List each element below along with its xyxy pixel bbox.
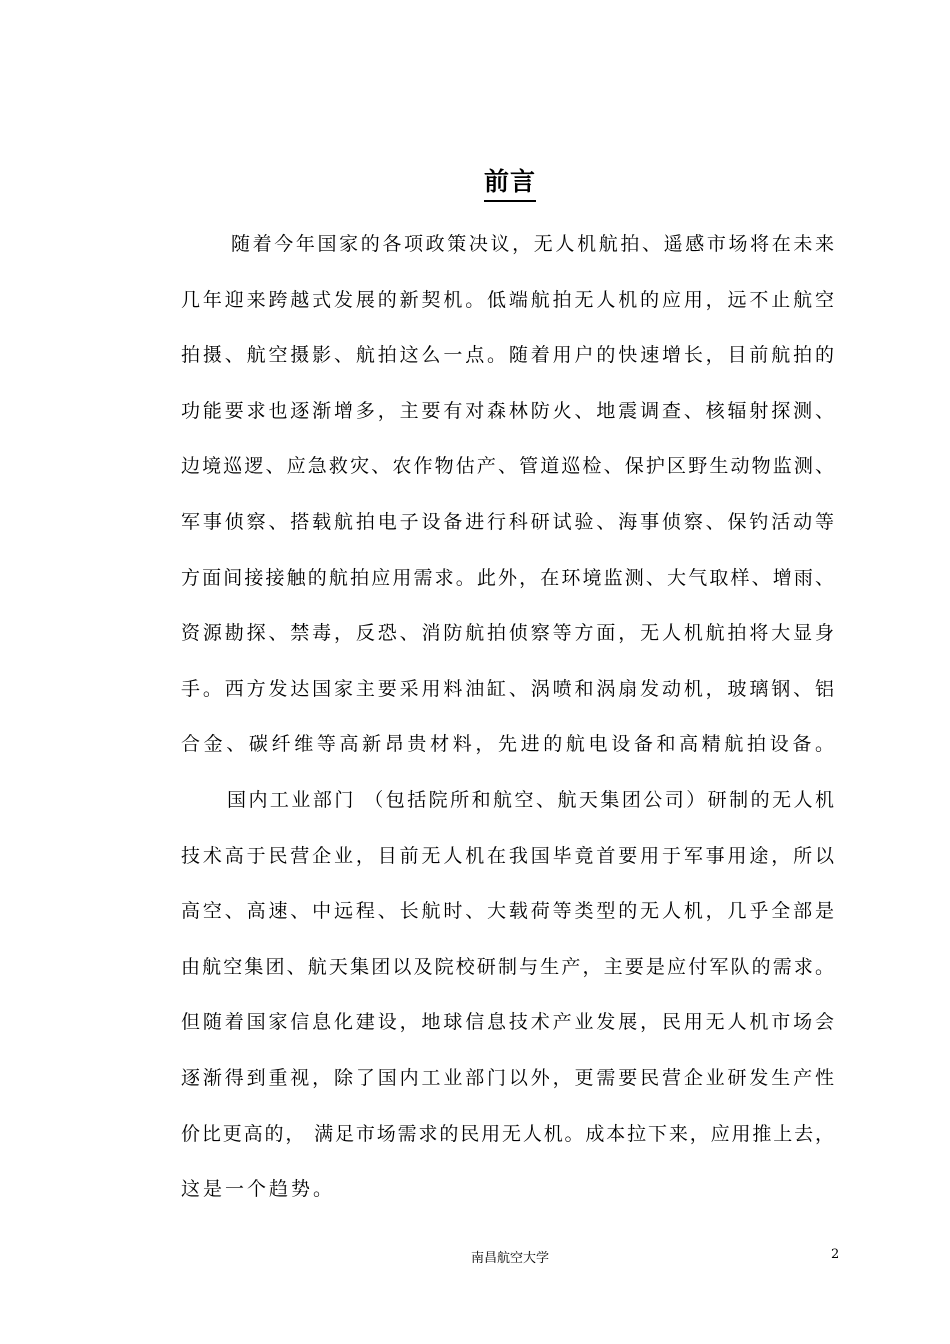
body-text	[181, 225, 834, 1226]
paragraph-1-line: 方面间接接触的航拍应用需求。此外，在环境监测、大气取样、增雨、	[181, 566, 834, 589]
paragraph-1-line: 几年迎来跨越式发展的新契机。低端航拍无人机的应用，远不止航空	[181, 288, 834, 311]
paragraph-1-line: 合金、碳纤维等高新昂贵材料，先进的航电设备和高精航拍设备。	[181, 733, 834, 756]
page-title-text: 前言	[484, 166, 536, 202]
paragraph-1-line: 功能要求也逐渐增多，主要有对森林防火、地震调查、核辐射探测、	[181, 399, 834, 422]
page-title	[0, 166, 950, 202]
paragraph-1-line: 手。西方发达国家主要采用料油缸、涡喷和涡扇发动机，玻璃钢、铝	[181, 677, 834, 700]
paragraph-2-line: 高空、高速、中远程、长航时、大载荷等类型的无人机，几乎全部是	[181, 900, 834, 923]
footer-school-name: 南昌航空大学	[470, 1251, 549, 1266]
page-number: 2	[831, 1247, 840, 1262]
paragraph-2-line: 但随着国家信息化建设，地球信息技术产业发展，民用无人机市场会	[181, 1011, 834, 1034]
paragraph-1-line: 军事侦察、搭载航拍电子设备进行科研试验、海事侦察、保钓活动等	[181, 510, 834, 533]
paragraph-2-line: 由航空集团、航天集团以及院校研制与生产，主要是应付军队的需求。	[181, 955, 834, 978]
paragraph-2-line: 价比更高的， 满足市场需求的民用无人机。成本拉下来，应用推上去，	[181, 1122, 834, 1145]
paragraph-1-line: 边境巡逻、应急救灾、农作物估产、管道巡检、保护区野生动物监测、	[181, 455, 834, 478]
paragraph-2-line: 这是一个趋势。	[181, 1178, 336, 1201]
paragraph-1-line: 随着今年国家的各项政策决议，无人机航拍、遥感市场将在未来	[231, 233, 834, 255]
paragraph-2-line: 国内工业部门 （包括院所和航空、航天集团公司）研制的无人机	[227, 788, 834, 811]
paragraph-2-line: 逐渐得到重视，除了国内工业部门以外，更需要民营企业研发生产性	[181, 1066, 834, 1089]
paragraph-1-line: 资源勘探、禁毒，反恐、消防航拍侦察等方面，无人机航拍将大显身	[181, 622, 834, 645]
paragraph-1-line: 拍摄、航空摄影、航拍这么一点。随着用户的快速增长，目前航拍的	[181, 344, 834, 367]
paragraph-2-line: 技术高于民营企业，目前无人机在我国毕竟首要用于军事用途，所以	[181, 844, 834, 867]
